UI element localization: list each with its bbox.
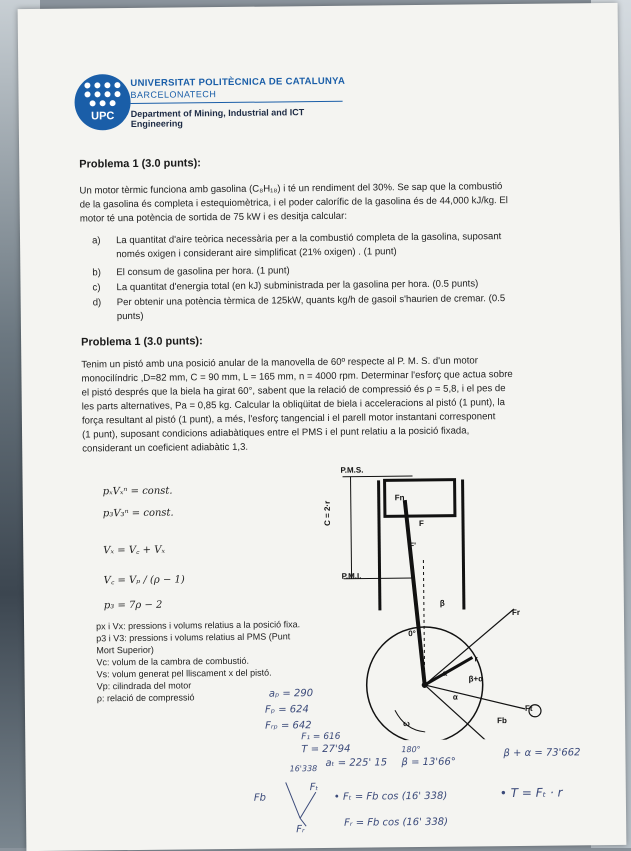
- formula-5: p₃ = 7ρ − 2: [103, 599, 163, 612]
- label-r: r: [474, 654, 478, 664]
- formula-1: pₓVₓⁿ = const.: [102, 485, 173, 498]
- university-name: UNIVERSITAT POLITÈCNICA DE CATALUNYA: [130, 75, 346, 89]
- formula-3: Vₓ = V꜀ + Vₓ: [103, 544, 166, 557]
- label-pms: P.M.S.: [340, 465, 364, 475]
- label-f-prime: F': [409, 541, 417, 551]
- label-zero-deg: 0°: [408, 629, 416, 639]
- department-name: Department of Mining, Industrial and ICT Engineering: [130, 107, 305, 129]
- hand-t: T = 27'94: [301, 743, 351, 756]
- label-fr: Fr: [511, 607, 520, 618]
- hand-frp: Fᵣₚ = 642: [265, 720, 312, 732]
- pms-line: [343, 476, 413, 477]
- hand-vector-sketch: [276, 778, 327, 829]
- hand-eq-fr: Fᵣ = Fb cos (16' 338): [344, 816, 449, 829]
- hand-beta-alpha: β + α = 73'662: [503, 747, 581, 760]
- crank-arm: [424, 657, 472, 685]
- logo-dots-icon: [84, 82, 120, 106]
- upc-logo: [74, 74, 131, 131]
- hand-eq-ft: • Fₜ = Fb cos (16' 338): [333, 790, 448, 803]
- label-omega: ω: [403, 719, 410, 729]
- hand-fp: Fₚ = 624: [264, 704, 309, 716]
- cylinder-wall-left: [379, 480, 380, 610]
- hand-at: aₜ = 225' 15: [325, 757, 388, 769]
- exam-sheet: [18, 3, 627, 851]
- logo-text: UPC: [91, 110, 115, 123]
- problem1-statement: Un motor tèrmic funciona amb gasolina (C₈H₁₈) i té un rendiment del 30%. Se sap que la combustió de la gasolina és completa i estequiomètrica, i el poder calorífic de la gasolina és de 44,000 kJ/kg. El motor té una potència de sortida de 75 kW i es desitja calcular:: [79, 181, 508, 225]
- problem2-title: Problema 1 (3.0 punts):: [81, 335, 203, 349]
- label-stroke: C = 2·r: [322, 500, 333, 526]
- formula-2: p₃V₃ⁿ = const.: [102, 507, 174, 520]
- hand-beta: β = 13'66°: [401, 756, 456, 769]
- label-alpha: α: [452, 692, 458, 702]
- hand-ft: Fₜ: [309, 782, 319, 794]
- cylinder-wall-right: [463, 480, 464, 610]
- force-fb: [425, 684, 496, 741]
- label-pmi: P.M.I.: [341, 571, 362, 581]
- hand-f1: F₁ = 616: [301, 731, 341, 743]
- header-rule: [131, 101, 343, 104]
- label-a: a: [442, 668, 448, 678]
- hand-180: 180°: [401, 744, 421, 755]
- formula-4: V꜀ = Vₚ / (ρ − 1): [103, 574, 185, 587]
- hand-fb: Fb: [253, 792, 267, 804]
- problem1-item-d: d) Per obtenir una potència tèrmica de 125kW, quants kg/h de gasoil s'haurien de cremar. (0.5 punts): [92, 293, 506, 323]
- stroke-dimension: [351, 477, 352, 579]
- hand-ap: aₚ = 290: [268, 688, 314, 700]
- label-ft: Ft: [524, 703, 533, 713]
- hand-angle: 16'338: [289, 764, 318, 774]
- hand-eq-t: • T = Fₜ · r: [499, 785, 563, 801]
- problem1-item-c: c) La quantitat d'energia total (en kJ) subministrada per la gasolina per hora. (0.5 punts): [92, 278, 479, 294]
- force-ft: [425, 684, 525, 710]
- problem1-item-a: a) La quantitat d'aire teòrica necessària per a la combustió completa de la gasolina, suposant només oxigen i considerant aire simplificat (21% oxigen) . (1 punt): [91, 231, 502, 261]
- problem1-item-b: b) El consum de gasolina per hora. (1 punt): [92, 265, 290, 279]
- label-f: F: [418, 518, 424, 528]
- hand-fr: Fᵣ: [296, 824, 305, 836]
- label-beta: β: [439, 598, 445, 608]
- label-fn: Fn: [394, 493, 405, 503]
- label-beta-alpha: β+α: [468, 674, 484, 684]
- problem2-statement: Tenim un pistó amb una posició anular de la manovella de 60º respecte al P. M. S. d'un motor monocilíndric ,D=82 mm, C = 90 mm, L = 165 mm, n = 4000 rpm. Determinar l'esforç que actua sobre el pistó després que la biela ha girat 60°, sabent que la relació de compressió és ρ = 5,8, i el pes de les parts alternatives, Pa = 0,85 kg. Calcular la obliqüitat de biela i acceleracions al pistó (1 punt), la força resultant al pistó (1 punt), a més, l'esforç tangencial i el parell motor instantani corresponent (1 punt), suposant condicions adiabàtiques entre el PMS i el punt relatiu a la posició fixada, considerant un coeficient adiabàtic 1,3.: [81, 355, 513, 455]
- label-fb: Fb: [497, 716, 507, 726]
- school-name: BARCELONATECH: [130, 89, 217, 100]
- problem1-title: Problema 1 (3.0 punts):: [79, 157, 201, 171]
- formula-notes: px i Vx: pressions i volums relatius a la posició fixa. p3 i V3: pressions i volums relatius al PMS (Punt Mort Superior) Vc: volum de la cambra de combustió. Vs: volum generat pel lliscament x del pistó. Vp: cilindrada del motor ρ: relació de compressió: [96, 619, 301, 704]
